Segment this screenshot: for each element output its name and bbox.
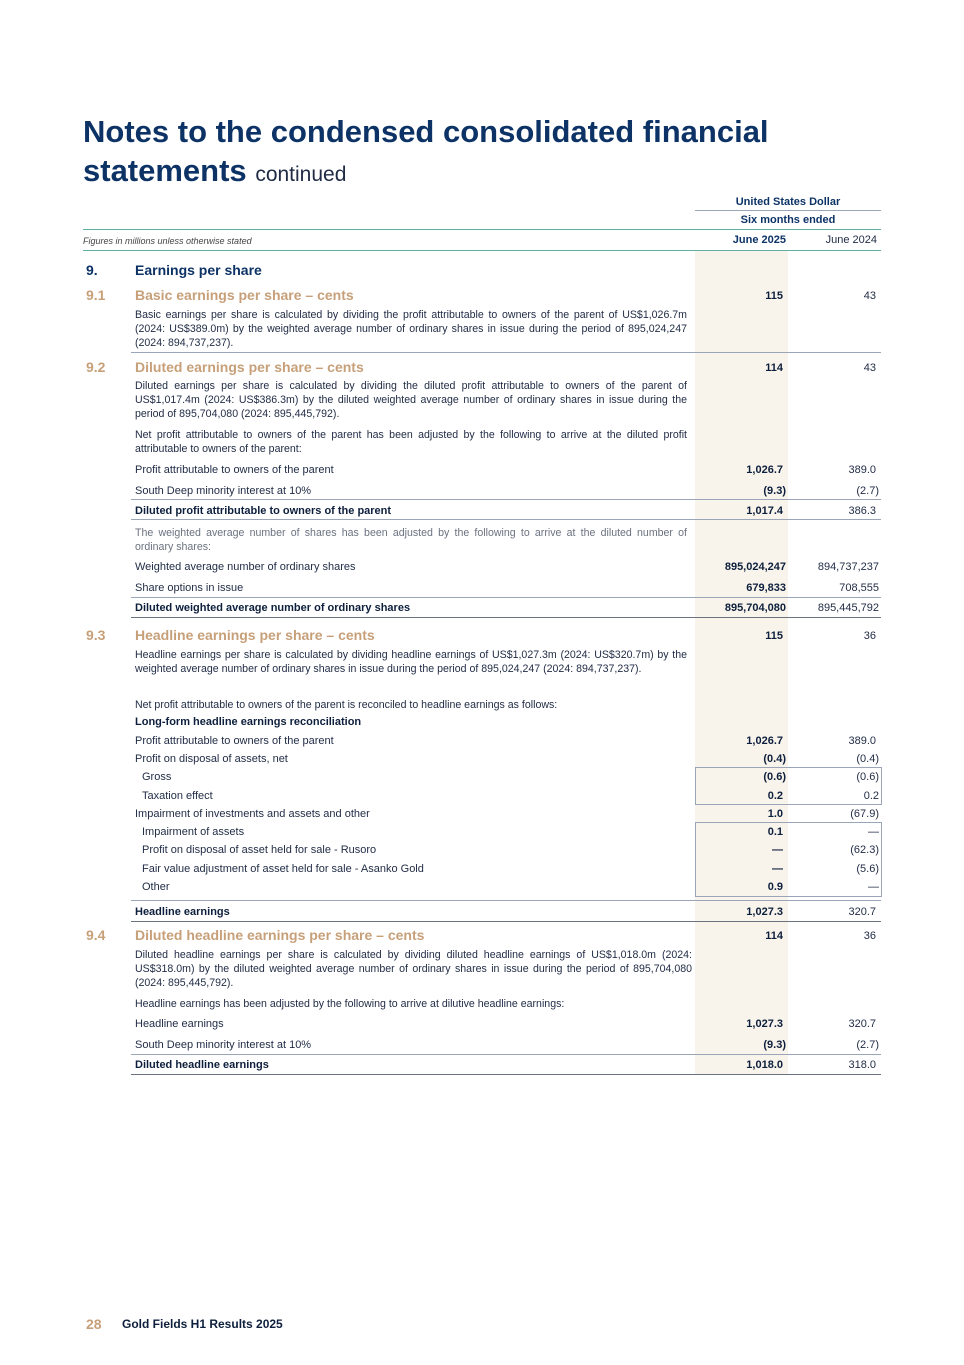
table-row-label: Weighted average number of ordinary shares	[135, 561, 356, 573]
value-2024: (0.6)	[856, 771, 879, 783]
value-2025: 679,833	[746, 582, 786, 594]
row-divider	[131, 1054, 881, 1055]
row-divider	[131, 1074, 881, 1075]
value-2024: 36	[863, 630, 876, 642]
value-2025: 895,024,247	[724, 561, 786, 573]
column-header-june-2024: June 2024	[825, 234, 877, 246]
value-2024: 0.2	[863, 790, 879, 802]
subsection-title: Diluted headline earnings per share – cents	[135, 927, 425, 943]
value-2024: 43	[863, 290, 876, 302]
paragraph: Diluted earnings per share is calculated by dividing the diluted profit attributable to owners of the parent of US$1,017.4m (2024: US$386.3m) by the diluted weighted average number of ordinary shares in issue during the period of 895,704,080 (2024: 895,445,792).	[135, 380, 687, 421]
table-row-label: South Deep minority interest at 10%	[135, 1039, 312, 1051]
paragraph: The weighted average number of shares has been adjusted by the following to arrive at the diluted number of ordinary shares:	[135, 527, 687, 554]
page-title	[83, 112, 883, 194]
value-2024: (2.7)	[856, 1039, 879, 1051]
section-number: 9.	[86, 262, 98, 278]
subsection-title: Headline earnings per share – cents	[135, 627, 375, 643]
value-2025: 1,017.4	[746, 505, 783, 517]
table-row-label: Diluted headline earnings	[135, 1059, 269, 1071]
table-row-label: Diluted profit attributable to owners of the parent	[135, 505, 392, 517]
value-2025: —	[772, 863, 783, 875]
value-2025: 1,026.7	[746, 735, 783, 747]
paragraph: Net profit attributable to owners of the parent has been adjusted by the following to arrive at the diluted profit attributable to owners of the parent:	[135, 429, 687, 456]
column-header-june-2025: June 2025	[732, 234, 786, 246]
table-row-label: Taxation effect	[142, 790, 213, 802]
value-2025: 0.9	[767, 881, 783, 893]
row-divider	[131, 900, 881, 901]
value-2024: —	[868, 826, 879, 838]
table-row-label: Headline earnings	[135, 1018, 224, 1030]
table-row-label: Profit attributable to owners of the parent	[135, 464, 334, 476]
row-divider	[131, 597, 881, 598]
value-2025: (9.3)	[763, 485, 786, 497]
paragraph: Basic earnings per share is calculated by dividing the profit attributable to owners of the parent of US$1,026.7m (2024: US$389.0m) by the weighted average number of ordinary shares in issue during the period of 895,024,247 (2024: 894,737,237).	[135, 309, 687, 350]
value-2025: 0.1	[767, 826, 783, 838]
page-title-text: Notes to the condensed consolidated financial statements	[83, 114, 769, 188]
value-2025: 895,704,080	[724, 602, 786, 614]
paragraph: Diluted headline earnings per share is calculated by dividing diluted headline earnings of US$1,018.0m (2024: US$318.0m) by the diluted weighted average number of ordinary shares in issue during the period of 895,704,080 (2024: 895,445,792).	[135, 949, 692, 990]
value-2024: 386.3	[848, 505, 876, 517]
value-2025: —	[772, 844, 783, 856]
table-row-label: Impairment of investments and assets and other	[135, 808, 370, 820]
table-row-label: Other	[142, 881, 170, 893]
subsection-number: 9.1	[86, 287, 106, 303]
value-2024: 894,737,237	[817, 561, 879, 573]
paragraph: Headline earnings has been adjusted by the following to arrive at dilutive headline earnings:	[135, 998, 565, 1010]
value-2024: 708,555	[839, 582, 879, 594]
table-row-label: Headline earnings	[135, 906, 230, 918]
subsection-title: Diluted earnings per share – cents	[135, 359, 364, 375]
header-divider	[83, 229, 881, 230]
value-2025: 114	[765, 362, 783, 374]
value-2025: (0.6)	[763, 771, 786, 783]
value-2024: (67.9)	[850, 808, 879, 820]
value-2024: 389.0	[848, 735, 876, 747]
page-title-suffix: continued	[255, 163, 347, 186]
section-title: Earnings per share	[135, 262, 262, 278]
row-divider	[131, 499, 881, 500]
figures-note: Figures in millions unless otherwise stated	[83, 236, 252, 246]
value-2024: (0.4)	[856, 753, 879, 765]
value-2024: (5.6)	[856, 863, 879, 875]
value-2024: 36	[863, 930, 876, 942]
value-2024: 43	[863, 362, 876, 374]
header-divider	[695, 210, 881, 211]
table-row-label: Gross	[142, 771, 172, 783]
value-2024: 320.7	[848, 1018, 876, 1030]
value-2024: 320.7	[848, 906, 876, 918]
period-header: Six months ended	[740, 214, 836, 226]
currency-header: United States Dollar	[735, 196, 841, 208]
row-divider	[131, 519, 881, 520]
paragraph: Net profit attributable to owners of the parent is reconciled to headline earnings as follows:	[135, 699, 558, 711]
value-2024: —	[868, 881, 879, 893]
subsection-number: 9.4	[86, 927, 106, 943]
table-row-label: Fair value adjustment of asset held for sale - Asanko Gold	[142, 863, 424, 875]
publication-name: Gold Fields H1 Results 2025	[122, 1317, 283, 1331]
page-number: 28	[86, 1316, 102, 1332]
value-2025: 1,018.0	[746, 1059, 783, 1071]
header-divider	[83, 250, 881, 251]
paragraph: Headline earnings per share is calculated by dividing headline earnings of US$1,027.3m (2024: US$320.7m) by the weighted average number of ordinary shares in issue during the period of 895,024,247 (2024: 894,737,237).	[135, 649, 687, 676]
value-2025: 1,027.3	[746, 1018, 783, 1030]
current-period-column-shade	[695, 251, 788, 1075]
value-2025: 1,026.7	[746, 464, 783, 476]
row-divider	[131, 352, 881, 353]
table-row-label: Profit on disposal of assets, net	[135, 753, 288, 765]
reconciliation-subheading: Long-form headline earnings reconciliation	[135, 716, 362, 728]
table-row-label: Share options in issue	[135, 582, 244, 594]
subsection-number: 9.3	[86, 627, 106, 643]
value-2024: 389.0	[848, 464, 876, 476]
value-2024: 895,445,792	[817, 602, 879, 614]
value-2025: (9.3)	[763, 1039, 786, 1051]
table-row-label: South Deep minority interest at 10%	[135, 485, 312, 497]
value-2024: (2.7)	[856, 485, 879, 497]
value-2024: (62.3)	[850, 844, 879, 856]
subsection-title: Basic earnings per share – cents	[135, 287, 354, 303]
table-row-label: Profit on disposal of asset held for sale - Rusoro	[142, 844, 377, 856]
row-divider	[131, 921, 881, 922]
row-divider	[131, 617, 881, 618]
value-2024: 318.0	[848, 1059, 876, 1071]
value-2025: 0.2	[767, 790, 783, 802]
value-2025: 1.0	[767, 808, 783, 820]
value-2025: 1,027.3	[746, 906, 783, 918]
table-row-label: Profit attributable to owners of the parent	[135, 735, 334, 747]
table-row-label: Impairment of assets	[142, 826, 245, 838]
value-2025: 115	[765, 290, 783, 302]
table-row-label: Diluted weighted average number of ordinary shares	[135, 602, 411, 614]
value-2025: 115	[765, 630, 783, 642]
value-2025: (0.4)	[763, 753, 786, 765]
value-2025: 114	[765, 930, 783, 942]
subsection-number: 9.2	[86, 359, 106, 375]
